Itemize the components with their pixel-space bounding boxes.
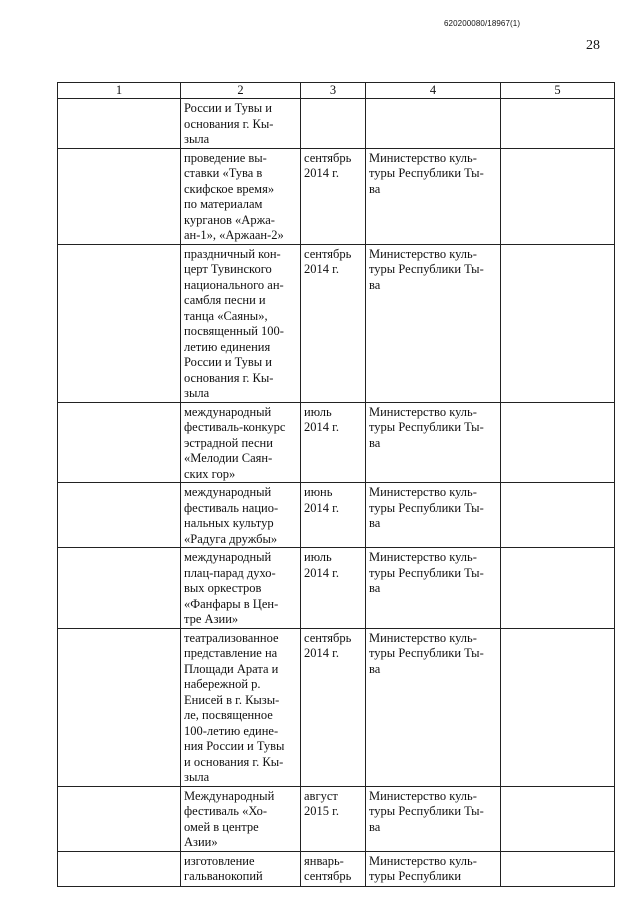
responsible-cell-line: туры Республики Ты- bbox=[369, 420, 484, 434]
date-cell-line: июль bbox=[304, 550, 332, 564]
event-cell-line: международный bbox=[184, 404, 272, 419]
notes-cell bbox=[501, 628, 615, 786]
table-row bbox=[58, 786, 615, 851]
event-cell-line: проведение вы- bbox=[184, 150, 267, 165]
event-cell-line: основания г. Кы- bbox=[184, 370, 274, 385]
event-cell-line: зыла bbox=[184, 770, 210, 784]
event-cell-line: по материалам bbox=[184, 197, 263, 211]
date-cell-line: 2014 г. bbox=[304, 646, 339, 660]
column-header-1: 1 bbox=[58, 83, 181, 99]
event-cell-line: театрализованное bbox=[184, 630, 279, 645]
table-row bbox=[58, 148, 615, 244]
event-cell-line: фестиваль-конкурс bbox=[184, 420, 286, 434]
responsible-cell-line: ва bbox=[369, 581, 381, 595]
document-code: 620200080/18967(1) bbox=[444, 19, 521, 28]
date-cell bbox=[301, 483, 366, 548]
notes-cell bbox=[501, 99, 615, 149]
date-cell-line: 2014 г. bbox=[304, 420, 339, 434]
event-cell bbox=[181, 99, 301, 149]
event-cell-line: нальных культур bbox=[184, 516, 274, 530]
number-cell bbox=[58, 148, 181, 244]
event-cell-line: национального ан- bbox=[184, 277, 284, 292]
number-cell bbox=[58, 99, 181, 149]
date-cell-line: август bbox=[304, 788, 338, 803]
date-cell-line: 2014 г. bbox=[304, 565, 339, 580]
number-cell bbox=[58, 851, 181, 886]
responsible-cell bbox=[366, 99, 501, 149]
responsible-cell-line: Министерство куль- bbox=[369, 550, 477, 564]
notes-cell bbox=[501, 483, 615, 548]
responsible-cell-line: ва bbox=[369, 181, 381, 196]
date-cell-line: январь- bbox=[304, 853, 344, 868]
responsible-cell bbox=[366, 628, 501, 786]
table-row bbox=[58, 244, 615, 402]
event-cell-line: «Радуга дружбы» bbox=[184, 531, 278, 546]
date-cell bbox=[301, 402, 366, 483]
responsible-cell-line: туры Республики Ты- bbox=[369, 804, 484, 818]
date-cell bbox=[301, 148, 366, 244]
date-cell-line: сентябрь bbox=[304, 150, 352, 165]
event-cell-line: изготовление bbox=[184, 853, 255, 868]
column-header-5: 5 bbox=[501, 83, 615, 99]
responsible-cell-line: туры Республики bbox=[369, 869, 462, 883]
date-cell-line: сентябрь bbox=[304, 869, 352, 883]
event-cell-line: летию единения bbox=[184, 339, 271, 354]
responsible-cell-line: Министерство куль- bbox=[369, 404, 477, 419]
responsible-cell-line: туры Республики Ты- bbox=[369, 646, 484, 660]
event-cell bbox=[181, 548, 301, 629]
event-cell-line: скифское время» bbox=[184, 181, 275, 196]
table-row bbox=[58, 548, 615, 629]
event-cell-line: танца «Саяны», bbox=[184, 308, 268, 323]
responsible-cell-line: туры Республики Ты- bbox=[369, 262, 484, 276]
notes-cell bbox=[501, 402, 615, 483]
date-cell bbox=[301, 99, 366, 149]
notes-cell bbox=[501, 148, 615, 244]
event-cell-line: самбля песни и bbox=[184, 293, 266, 307]
number-cell bbox=[58, 483, 181, 548]
date-cell-line: 2014 г. bbox=[304, 166, 339, 180]
table-row bbox=[58, 402, 615, 483]
responsible-cell bbox=[366, 786, 501, 851]
column-header-3: 3 bbox=[301, 83, 366, 99]
event-cell-line: курганов «Аржа- bbox=[184, 212, 275, 227]
responsible-cell-line: ва bbox=[369, 516, 381, 530]
event-cell-line: гальванокопий bbox=[184, 869, 263, 883]
date-cell-line: 2015 г. bbox=[304, 804, 339, 818]
event-cell-line: ния России и Тувы bbox=[184, 739, 285, 753]
event-cell-line: зыла bbox=[184, 132, 210, 146]
responsible-cell-line: Министерство куль- bbox=[369, 246, 477, 261]
responsible-cell-line: ва bbox=[369, 819, 381, 834]
date-cell-line: сентябрь bbox=[304, 246, 352, 261]
event-cell-line: эстрадной песни bbox=[184, 435, 273, 450]
date-cell bbox=[301, 851, 366, 886]
event-cell-line: России и Тувы и bbox=[184, 355, 272, 369]
event-cell-line: зыла bbox=[184, 386, 210, 400]
event-cell-line: вых оркестров bbox=[184, 581, 262, 595]
event-cell-line: ских гор» bbox=[184, 466, 236, 481]
event-cell bbox=[181, 786, 301, 851]
date-cell-line: 2014 г. bbox=[304, 262, 339, 276]
page-number: 28 bbox=[586, 38, 600, 53]
event-cell-line: Азии» bbox=[184, 835, 218, 849]
notes-cell bbox=[501, 548, 615, 629]
responsible-cell-line: туры Республики Ты- bbox=[369, 166, 484, 180]
date-cell bbox=[301, 548, 366, 629]
event-cell-line: фестиваль «Хо- bbox=[184, 804, 268, 818]
event-cell-line: Енисей в г. Кызы- bbox=[184, 692, 280, 707]
responsible-cell-line: Министерство куль- bbox=[369, 630, 477, 645]
event-cell-line: праздничный кон- bbox=[184, 246, 281, 261]
date-cell-line: сентябрь bbox=[304, 630, 352, 645]
event-cell-line: фестиваль нацио- bbox=[184, 500, 279, 515]
table-row bbox=[58, 851, 615, 886]
event-cell bbox=[181, 244, 301, 402]
notes-cell bbox=[501, 851, 615, 886]
event-cell bbox=[181, 851, 301, 886]
event-cell-line: международный bbox=[184, 485, 272, 499]
number-cell bbox=[58, 402, 181, 483]
event-cell bbox=[181, 402, 301, 483]
responsible-cell-line: Министерство куль- bbox=[369, 788, 477, 803]
date-cell-line: 2014 г. bbox=[304, 500, 339, 515]
responsible-cell-line: Министерство куль- bbox=[369, 485, 477, 499]
event-cell-line: представление на bbox=[184, 646, 278, 660]
event-cell-line: плац-парад духо- bbox=[184, 565, 276, 580]
event-cell-line: Площади Арата и bbox=[184, 661, 279, 676]
table-row bbox=[58, 483, 615, 548]
table-row bbox=[58, 99, 615, 149]
responsible-cell-line: ва bbox=[369, 277, 381, 292]
date-cell bbox=[301, 786, 366, 851]
date-cell-line: июль bbox=[304, 404, 332, 419]
event-cell-line: омей в центре bbox=[184, 819, 259, 834]
number-cell bbox=[58, 244, 181, 402]
event-cell-line: церт Тувинского bbox=[184, 262, 272, 276]
number-cell bbox=[58, 548, 181, 629]
event-cell-line: посвященный 100- bbox=[184, 324, 284, 338]
responsible-cell bbox=[366, 244, 501, 402]
responsible-cell-line: ва bbox=[369, 661, 381, 676]
responsible-cell bbox=[366, 402, 501, 483]
column-header-4: 4 bbox=[366, 83, 501, 99]
event-cell-line: международный bbox=[184, 550, 272, 564]
table-row bbox=[58, 628, 615, 786]
responsible-cell bbox=[366, 148, 501, 244]
responsible-cell-line: Министерство куль- bbox=[369, 150, 477, 165]
event-cell-line: Международный bbox=[184, 788, 275, 803]
responsible-cell-line: туры Республики Ты- bbox=[369, 500, 484, 515]
date-cell bbox=[301, 244, 366, 402]
event-cell-line: «Фанфары в Цен- bbox=[184, 596, 279, 611]
event-cell-line: основания г. Кы- bbox=[184, 116, 274, 131]
event-cell-line: набережной р. bbox=[184, 677, 261, 691]
number-cell bbox=[58, 628, 181, 786]
date-cell-line: июнь bbox=[304, 485, 333, 499]
event-cell-line: ставки «Тува в bbox=[184, 166, 263, 180]
events-table bbox=[57, 82, 615, 887]
event-cell-line: 100-летию едине- bbox=[184, 723, 279, 738]
date-cell bbox=[301, 628, 366, 786]
notes-cell bbox=[501, 244, 615, 402]
number-cell bbox=[58, 786, 181, 851]
event-cell bbox=[181, 483, 301, 548]
responsible-cell bbox=[366, 483, 501, 548]
responsible-cell bbox=[366, 851, 501, 886]
responsible-cell-line: Министерство куль- bbox=[369, 853, 477, 868]
table-header-row bbox=[58, 83, 615, 99]
event-cell-line: тре Азии» bbox=[184, 612, 239, 626]
notes-cell bbox=[501, 786, 615, 851]
responsible-cell-line: ва bbox=[369, 435, 381, 450]
event-cell-line: России и Тувы и bbox=[184, 101, 272, 115]
responsible-cell-line: туры Республики Ты- bbox=[369, 565, 484, 580]
event-cell bbox=[181, 628, 301, 786]
event-cell bbox=[181, 148, 301, 244]
event-cell-line: и основания г. Кы- bbox=[184, 754, 284, 769]
responsible-cell bbox=[366, 548, 501, 629]
event-cell-line: ан-1», «Аржаан-2» bbox=[184, 228, 284, 242]
event-cell-line: «Мелодии Саян- bbox=[184, 451, 273, 465]
column-header-2: 2 bbox=[181, 83, 301, 99]
event-cell-line: ле, посвященное bbox=[184, 708, 273, 722]
